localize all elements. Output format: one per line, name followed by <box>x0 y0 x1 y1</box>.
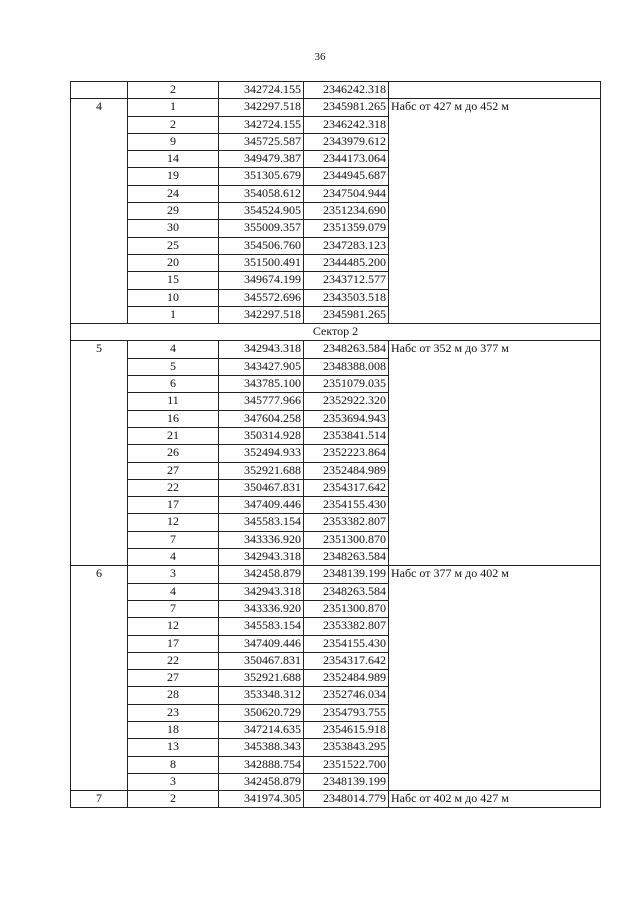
point-number-cell: 3 <box>128 566 219 583</box>
x-coordinate-cell: 345583.154 <box>219 514 304 531</box>
altitude-range-cell: Набс от 427 м до 452 м <box>389 99 601 324</box>
x-coordinate-cell: 343785.100 <box>219 376 304 393</box>
table-row <box>71 341 601 358</box>
x-coordinate-cell: 343336.920 <box>219 531 304 548</box>
table-row <box>71 791 601 808</box>
altitude-range-cell: Набс от 352 м до 377 м <box>389 341 601 566</box>
point-number-cell: 2 <box>128 791 219 808</box>
y-coordinate-cell: 2347504.944 <box>304 185 389 202</box>
y-coordinate-cell: 2348014.779 <box>304 791 389 808</box>
x-coordinate-cell: 352494.933 <box>219 445 304 462</box>
point-number-cell: 22 <box>128 479 219 496</box>
point-number-cell: 1 <box>128 99 219 116</box>
point-number-cell: 5 <box>128 358 219 375</box>
point-number-cell: 21 <box>128 427 219 444</box>
x-coordinate-cell: 342458.879 <box>219 566 304 583</box>
x-coordinate-cell: 354506.760 <box>219 237 304 254</box>
table-row <box>71 82 601 99</box>
point-number-cell: 13 <box>128 739 219 756</box>
x-coordinate-cell: 342724.155 <box>219 116 304 133</box>
x-coordinate-cell: 342724.155 <box>219 82 304 99</box>
y-coordinate-cell: 2344173.064 <box>304 151 389 168</box>
point-number-cell: 12 <box>128 618 219 635</box>
x-coordinate-cell: 352921.688 <box>219 670 304 687</box>
x-coordinate-cell: 347409.446 <box>219 635 304 652</box>
y-coordinate-cell: 2354155.430 <box>304 635 389 652</box>
altitude-range-cell <box>389 82 601 99</box>
point-number-cell: 9 <box>128 133 219 150</box>
point-number-cell: 4 <box>128 583 219 600</box>
y-coordinate-cell: 2353694.943 <box>304 410 389 427</box>
y-coordinate-cell: 2343712.577 <box>304 272 389 289</box>
point-number-cell: 3 <box>128 773 219 790</box>
point-number-cell: 16 <box>128 410 219 427</box>
y-coordinate-cell: 2345981.265 <box>304 306 389 323</box>
y-coordinate-cell: 2351300.870 <box>304 600 389 617</box>
y-coordinate-cell: 2344485.200 <box>304 254 389 271</box>
point-number-cell: 26 <box>128 445 219 462</box>
x-coordinate-cell: 354058.612 <box>219 185 304 202</box>
coordinates-table <box>70 81 601 808</box>
point-number-cell: 1 <box>128 306 219 323</box>
y-coordinate-cell: 2354155.430 <box>304 497 389 514</box>
point-number-cell: 8 <box>128 756 219 773</box>
x-coordinate-cell: 351305.679 <box>219 168 304 185</box>
x-coordinate-cell: 354524.905 <box>219 203 304 220</box>
point-number-cell: 30 <box>128 220 219 237</box>
point-number-cell: 2 <box>128 82 219 99</box>
y-coordinate-cell: 2354317.642 <box>304 479 389 496</box>
x-coordinate-cell: 342297.518 <box>219 306 304 323</box>
point-number-cell: 17 <box>128 497 219 514</box>
y-coordinate-cell: 2343979.612 <box>304 133 389 150</box>
point-number-cell: 22 <box>128 652 219 669</box>
point-number-cell: 25 <box>128 237 219 254</box>
point-number-cell: 4 <box>128 549 219 566</box>
y-coordinate-cell: 2353382.807 <box>304 618 389 635</box>
x-coordinate-cell: 351500.491 <box>219 254 304 271</box>
y-coordinate-cell: 2348139.199 <box>304 773 389 790</box>
x-coordinate-cell: 345572.696 <box>219 289 304 306</box>
y-coordinate-cell: 2354793.755 <box>304 704 389 721</box>
x-coordinate-cell: 342458.879 <box>219 773 304 790</box>
y-coordinate-cell: 2351300.870 <box>304 531 389 548</box>
point-number-cell: 6 <box>128 376 219 393</box>
x-coordinate-cell: 347214.635 <box>219 721 304 738</box>
point-number-cell: 27 <box>128 462 219 479</box>
x-coordinate-cell: 342943.318 <box>219 341 304 358</box>
plot-number-cell: 7 <box>71 791 128 808</box>
x-coordinate-cell: 347604.258 <box>219 410 304 427</box>
point-number-cell: 20 <box>128 254 219 271</box>
y-coordinate-cell: 2347283.123 <box>304 237 389 254</box>
y-coordinate-cell: 2351359.079 <box>304 220 389 237</box>
x-coordinate-cell: 350467.831 <box>219 652 304 669</box>
x-coordinate-cell: 352921.688 <box>219 462 304 479</box>
x-coordinate-cell: 341974.305 <box>219 791 304 808</box>
x-coordinate-cell: 342943.318 <box>219 549 304 566</box>
plot-number-cell: 5 <box>71 341 128 566</box>
plot-number-cell <box>71 82 128 99</box>
coordinates-table-body <box>71 82 601 808</box>
point-number-cell: 2 <box>128 116 219 133</box>
point-number-cell: 27 <box>128 670 219 687</box>
y-coordinate-cell: 2348139.199 <box>304 566 389 583</box>
x-coordinate-cell: 343427.905 <box>219 358 304 375</box>
x-coordinate-cell: 350314.928 <box>219 427 304 444</box>
point-number-cell: 7 <box>128 531 219 548</box>
x-coordinate-cell: 342297.518 <box>219 99 304 116</box>
table-row <box>71 99 601 116</box>
y-coordinate-cell: 2346242.318 <box>304 116 389 133</box>
point-number-cell: 23 <box>128 704 219 721</box>
x-coordinate-cell: 347409.446 <box>219 497 304 514</box>
point-number-cell: 24 <box>128 185 219 202</box>
point-number-cell: 18 <box>128 721 219 738</box>
x-coordinate-cell: 342888.754 <box>219 756 304 773</box>
y-coordinate-cell: 2343503.518 <box>304 289 389 306</box>
point-number-cell: 10 <box>128 289 219 306</box>
y-coordinate-cell: 2348263.584 <box>304 341 389 358</box>
y-coordinate-cell: 2346242.318 <box>304 82 389 99</box>
x-coordinate-cell: 345388.343 <box>219 739 304 756</box>
y-coordinate-cell: 2351522.700 <box>304 756 389 773</box>
y-coordinate-cell: 2348263.584 <box>304 583 389 600</box>
point-number-cell: 29 <box>128 203 219 220</box>
point-number-cell: 19 <box>128 168 219 185</box>
y-coordinate-cell: 2345981.265 <box>304 99 389 116</box>
point-number-cell: 14 <box>128 151 219 168</box>
point-number-cell: 15 <box>128 272 219 289</box>
x-coordinate-cell: 349674.199 <box>219 272 304 289</box>
plot-number-cell: 6 <box>71 566 128 791</box>
sector-row <box>71 324 601 341</box>
y-coordinate-cell: 2353382.807 <box>304 514 389 531</box>
point-number-cell: 4 <box>128 341 219 358</box>
y-coordinate-cell: 2348263.584 <box>304 549 389 566</box>
y-coordinate-cell: 2352484.989 <box>304 462 389 479</box>
x-coordinate-cell: 350467.831 <box>219 479 304 496</box>
table-row <box>71 566 601 583</box>
altitude-range-cell: Набс от 377 м до 402 м <box>389 566 601 791</box>
x-coordinate-cell: 345725.587 <box>219 133 304 150</box>
y-coordinate-cell: 2352746.034 <box>304 687 389 704</box>
y-coordinate-cell: 2354317.642 <box>304 652 389 669</box>
y-coordinate-cell: 2351234.690 <box>304 203 389 220</box>
y-coordinate-cell: 2352922.320 <box>304 393 389 410</box>
y-coordinate-cell: 2344945.687 <box>304 168 389 185</box>
page-number: 36 <box>314 51 326 63</box>
y-coordinate-cell: 2352223.864 <box>304 445 389 462</box>
sector-heading: Сектор 2 <box>71 324 601 341</box>
x-coordinate-cell: 353348.312 <box>219 687 304 704</box>
y-coordinate-cell: 2348388.008 <box>304 358 389 375</box>
y-coordinate-cell: 2354615.918 <box>304 721 389 738</box>
altitude-range-cell: Набс от 402 м до 427 м <box>389 791 601 808</box>
point-number-cell: 11 <box>128 393 219 410</box>
point-number-cell: 12 <box>128 514 219 531</box>
y-coordinate-cell: 2351079.035 <box>304 376 389 393</box>
x-coordinate-cell: 343336.920 <box>219 600 304 617</box>
y-coordinate-cell: 2352484.989 <box>304 670 389 687</box>
point-number-cell: 17 <box>128 635 219 652</box>
point-number-cell: 7 <box>128 600 219 617</box>
x-coordinate-cell: 345777.966 <box>219 393 304 410</box>
x-coordinate-cell: 349479.387 <box>219 151 304 168</box>
x-coordinate-cell: 342943.318 <box>219 583 304 600</box>
y-coordinate-cell: 2353843.295 <box>304 739 389 756</box>
x-coordinate-cell: 355009.357 <box>219 220 304 237</box>
x-coordinate-cell: 350620.729 <box>219 704 304 721</box>
x-coordinate-cell: 345583.154 <box>219 618 304 635</box>
plot-number-cell: 4 <box>71 99 128 324</box>
y-coordinate-cell: 2353841.514 <box>304 427 389 444</box>
point-number-cell: 28 <box>128 687 219 704</box>
